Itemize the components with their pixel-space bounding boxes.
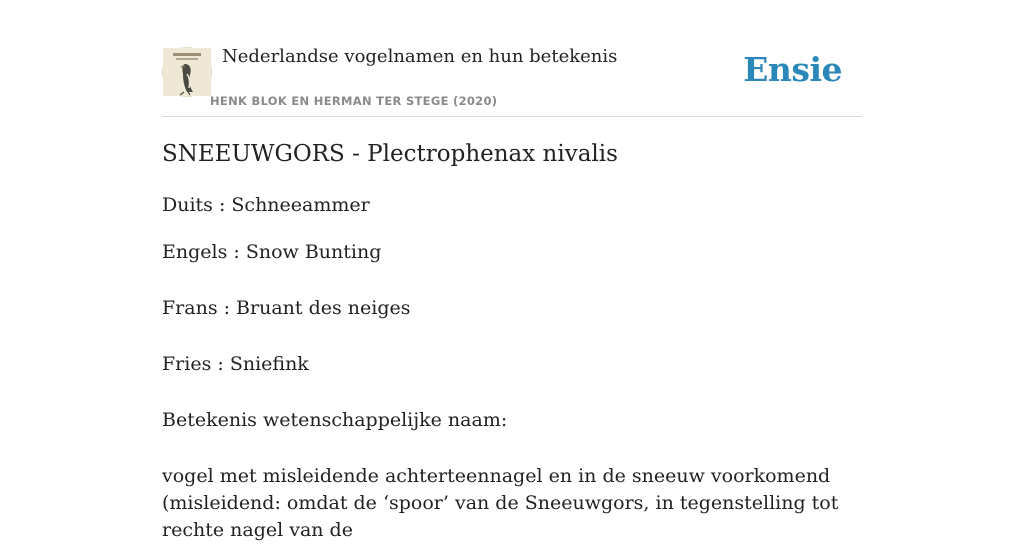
translation-german: Duits : Schneeammer [162,194,370,216]
translation-frisian: Fries : Sniefink [162,353,309,375]
book-title-link[interactable]: Nederlandse vogelnamen en hun betekenis [222,46,618,67]
meaning-text: vogel met misleidende achterteennagel en in de sneeuw voorkomend (misleidend: omdat de ‘spoor’ van de Sneeuwgors, in tegenstelling tot rechte nagel van de [162,465,839,541]
page-container [162,0,862,541]
entry-title: SNEEUWGORS - Plectrophenax nivalis [162,141,618,167]
book-header [162,0,862,117]
meaning-heading: Betekenis wetenschappelijke naam: [162,409,508,431]
book-cover-bird-icon[interactable] [162,47,212,97]
translation-french: Frans : Bruant des neiges [162,297,411,319]
ensie-logo[interactable]: Ensie [743,50,842,89]
translation-english: Engels : Snow Bunting [162,241,382,263]
book-authors: HENK BLOK EN HERMAN TER STEGE (2020) [210,94,498,108]
